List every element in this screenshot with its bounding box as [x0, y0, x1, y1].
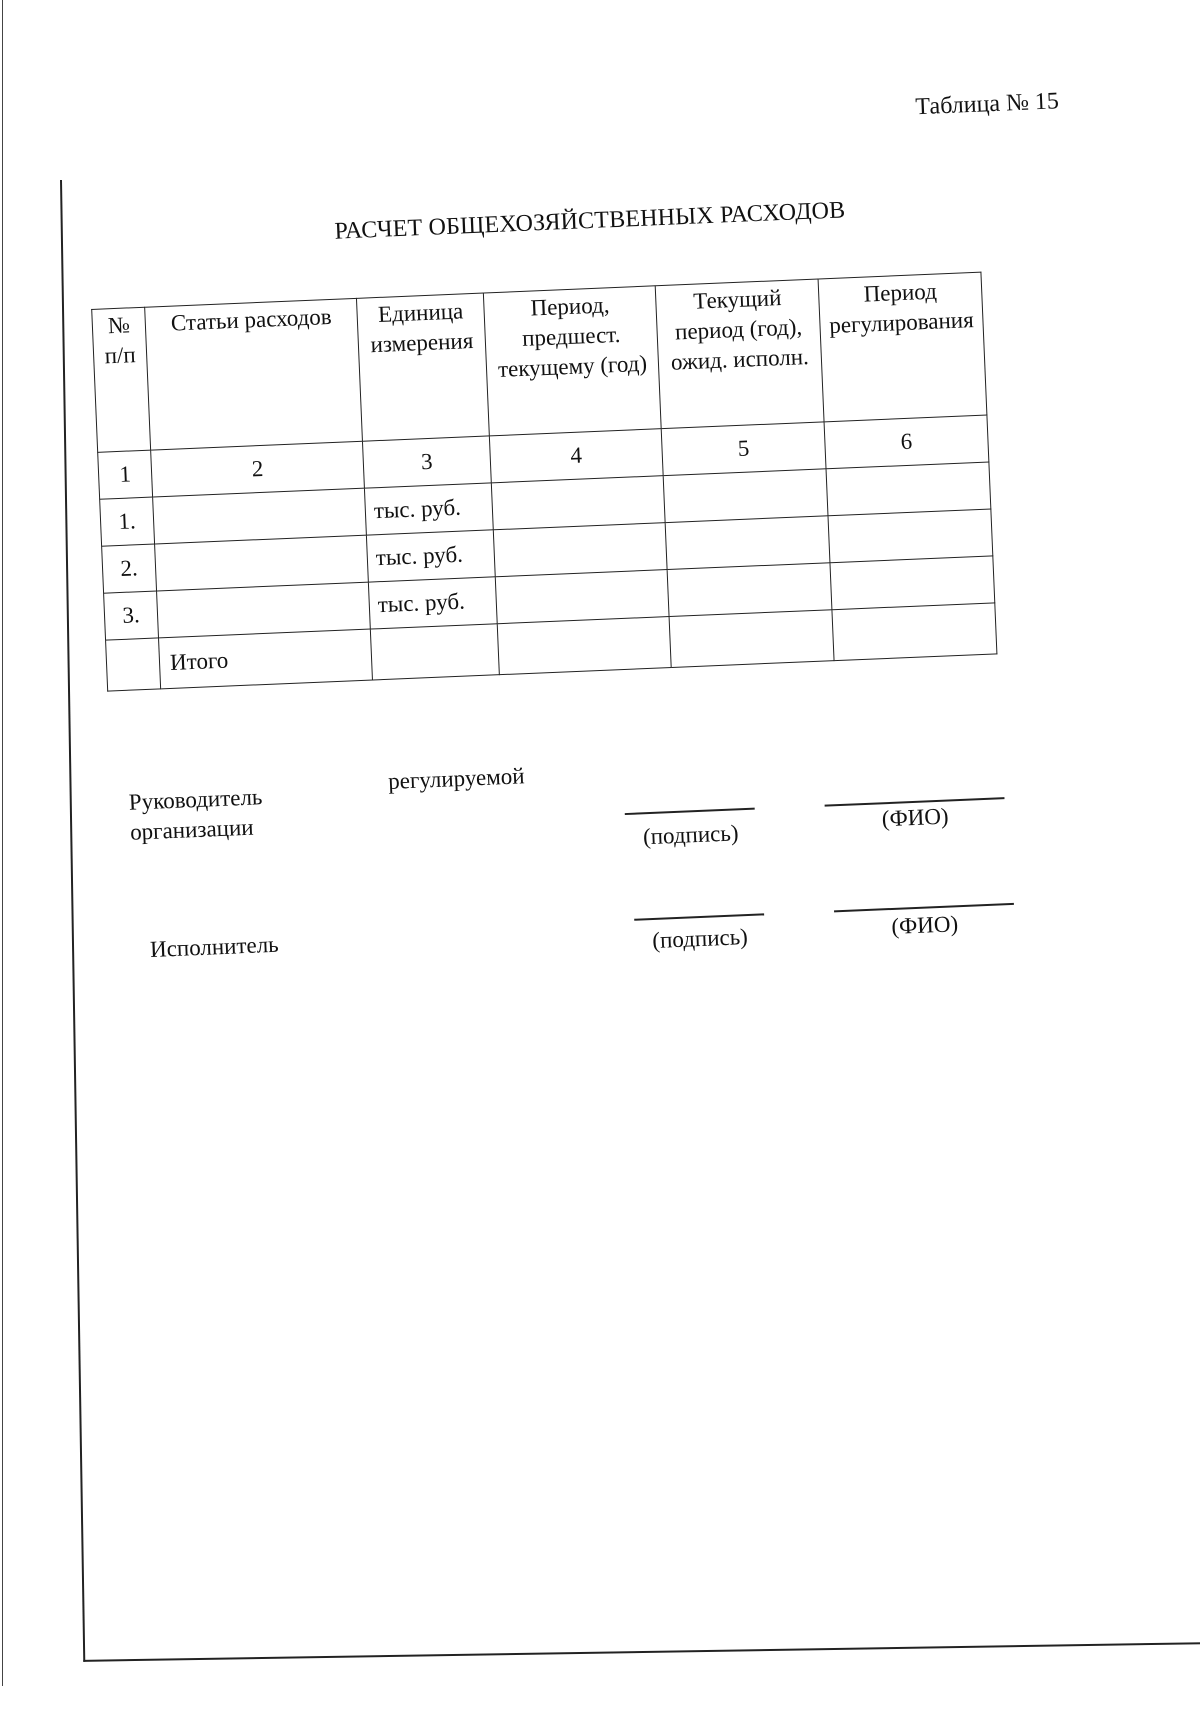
row-unit: тыс. руб. — [368, 577, 497, 629]
column-number: 6 — [824, 415, 989, 469]
executor-name-caption: (ФИО) — [890, 911, 959, 939]
total-label: Итого — [159, 629, 373, 689]
row-prev — [493, 523, 667, 577]
column-number: 3 — [362, 436, 491, 488]
row-regulation — [830, 556, 995, 610]
table-number: Таблица № 15 — [914, 88, 1060, 121]
row-current — [665, 516, 830, 570]
header-unit: Единица измерения — [356, 293, 489, 441]
total-current — [669, 610, 834, 668]
header-prev-period: Период, предшест. текущему (год) — [483, 286, 661, 436]
total-regulation — [832, 603, 997, 661]
executor-label: Исполнитель — [149, 931, 280, 963]
row-number: 3. — [104, 591, 159, 640]
row-current — [663, 469, 828, 523]
total-unit — [370, 624, 499, 680]
column-number: 2 — [151, 441, 365, 497]
column-number: 1 — [98, 450, 153, 499]
header-current-period: Текущий период (год), ожид. исполн. — [655, 279, 824, 429]
head-label — [128, 782, 264, 847]
executor-signature-caption: (подпись) — [651, 924, 749, 954]
header-no: № п/п — [92, 307, 151, 452]
row-unit: тыс. руб. — [364, 483, 493, 535]
row-current — [667, 563, 832, 617]
head-label-line2: организации — [129, 814, 255, 845]
document-title: РАСЧЕТ ОБЩЕХОЗЯЙСТВЕННЫХ РАСХОДОВ — [333, 197, 846, 245]
head-signature-caption: (подпись) — [642, 820, 739, 850]
row-regulation — [828, 509, 993, 563]
total-prev — [497, 617, 671, 675]
header-item: Статьи расходов — [145, 298, 363, 450]
row-number: 2. — [102, 544, 157, 593]
executor-signature-line — [634, 913, 764, 920]
column-number: 4 — [489, 429, 663, 483]
row-number: 1. — [100, 497, 155, 546]
row-unit: тыс. руб. — [366, 530, 495, 582]
row-prev — [495, 570, 669, 624]
head-label-middle: регулируемой — [387, 763, 526, 794]
header-regulation-period: Период регулирования — [818, 272, 987, 422]
expenses-table — [91, 272, 997, 692]
head-signature-line — [625, 808, 755, 815]
row-prev — [491, 476, 665, 530]
column-number: 5 — [661, 422, 826, 476]
head-label-line1: Руководитель — [128, 784, 263, 815]
row-regulation — [826, 462, 991, 516]
head-name-caption: (ФИО) — [881, 803, 950, 832]
total-number — [106, 638, 161, 691]
